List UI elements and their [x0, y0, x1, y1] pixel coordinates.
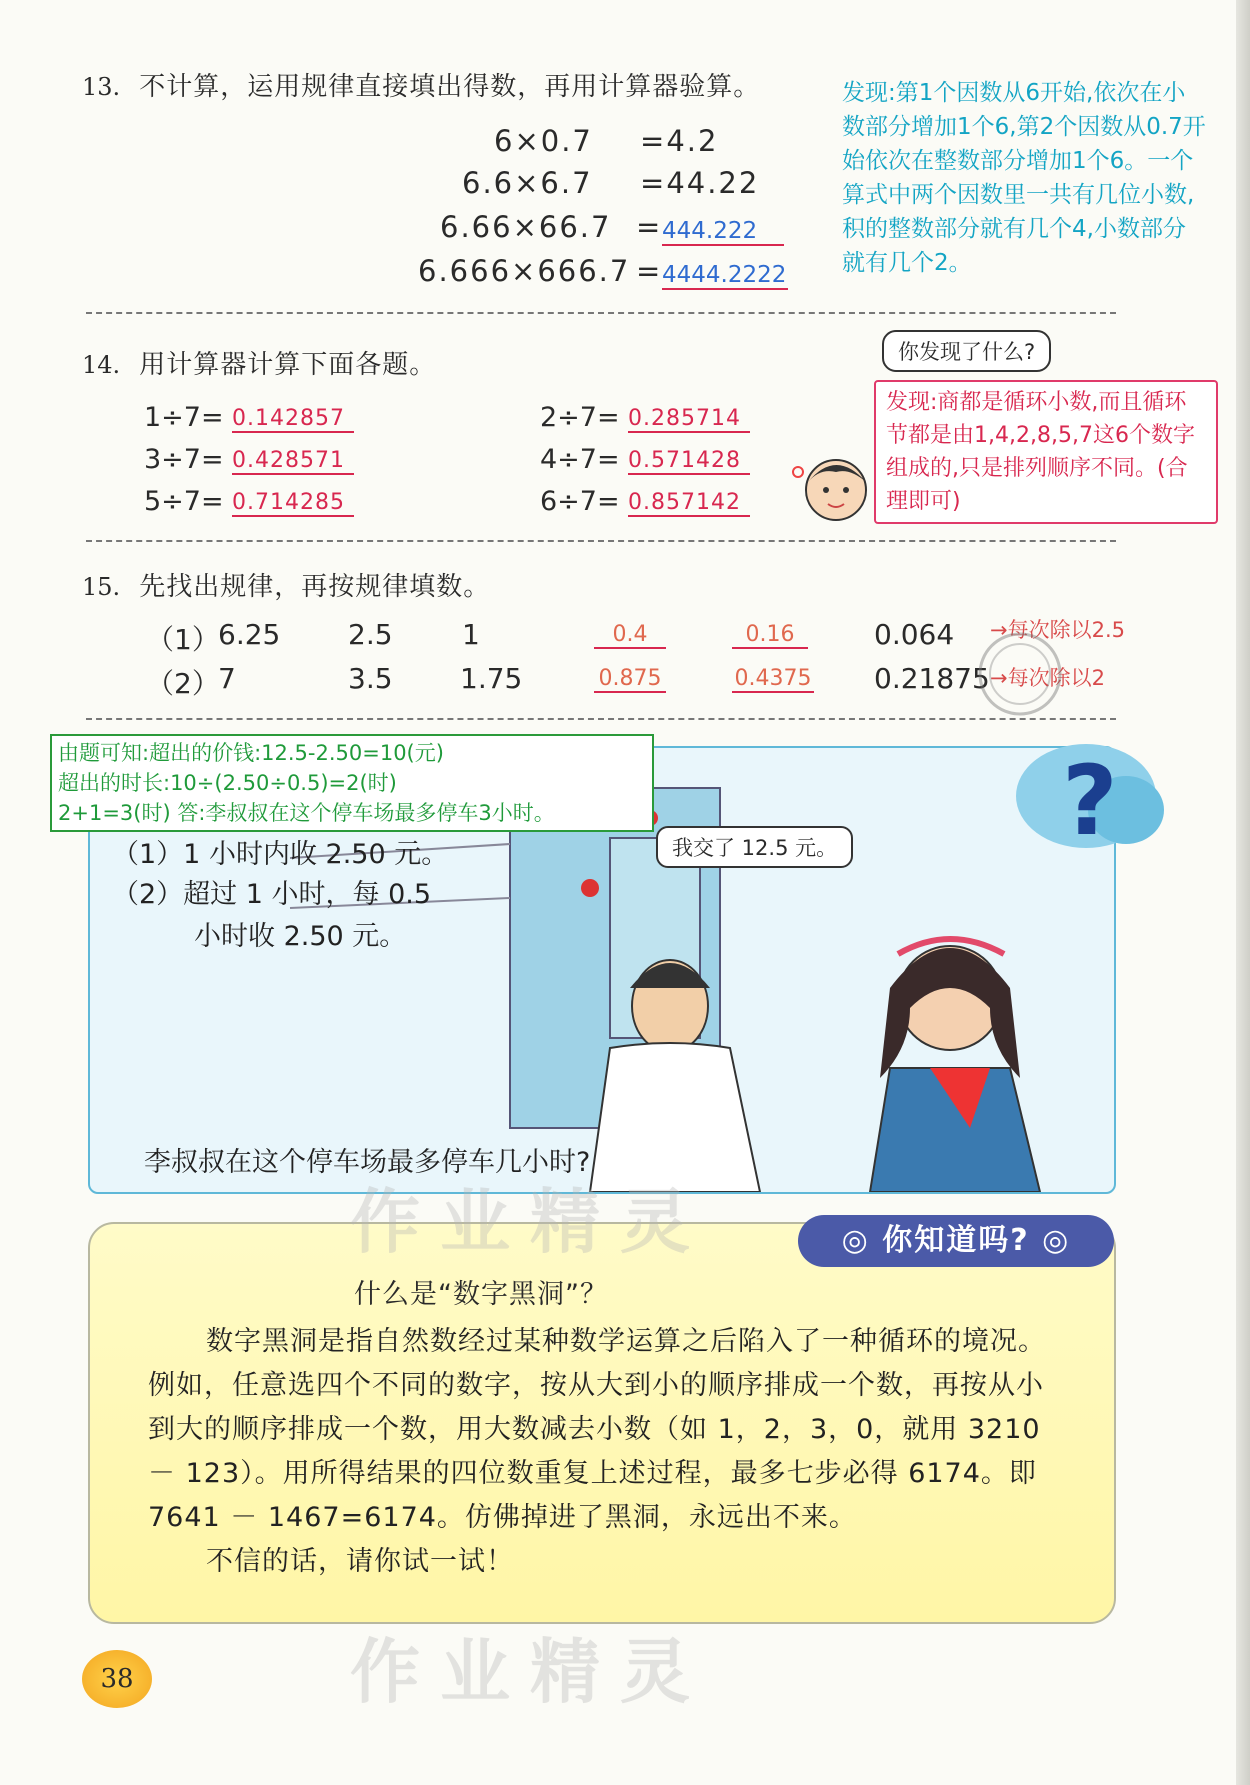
q15-row-1-rule: →每次除以2.5 [990, 618, 1125, 642]
q14-item-6-answer: 0.857142 [628, 490, 750, 517]
q13-row-4-expr: 6.666×666.7 [418, 254, 631, 288]
q14-item-3-answer: 0.428571 [232, 448, 354, 475]
q14-item-2-answer: 0.285714 [628, 406, 750, 433]
q15-row-2-given-2: 3.5 [348, 662, 393, 695]
q13-row-2-value: 44.22 [666, 166, 760, 200]
q15-row-1-given-3: 1 [462, 618, 480, 651]
q15-number: 15. [82, 573, 121, 601]
q13-row-1-value: 4.2 [666, 124, 719, 158]
watermark: 作业精灵 [350, 1181, 710, 1263]
q13-row-1 [494, 124, 593, 158]
rule-2: （2）超过 1 小时，每 0.5 [112, 879, 432, 910]
q16-solution-line-3: 2+1=3(时) 答:李叔叔在这个停车场最多停车3小时。 [58, 801, 555, 825]
q14-item-1-expr: 1÷7= [144, 402, 224, 433]
rule-3: 小时收 2.50 元。 [194, 921, 407, 952]
q16-question: 李叔叔在这个停车场最多停车几小时? [144, 1147, 591, 1178]
black-hole-heading: 什么是“数字黑洞”？ [354, 1279, 608, 1310]
q13-row-1-expr: 6×0.7 [494, 124, 593, 158]
q15-prompt: 先找出规律，再按规律填数。 [139, 572, 491, 602]
q13-row-3-answer: 444.222 [662, 218, 784, 246]
watermark: 作业精灵 [350, 1631, 710, 1713]
page-number: 38 [82, 1650, 152, 1708]
q13-note: 发现:第1个因数从6开始,依次在小数部分增加1个6,第2个因数从0.7开始依次在整数部分增加1个6。一个算式中两个因数里一共有几位小数,积的整数部分就有几个4,小数部分就有几个2。 [842, 80, 1206, 276]
divider [86, 312, 1116, 314]
q15-row-2-answer-2: 0.4375 [732, 666, 814, 693]
q16-solution-line-1: 由题可知:超出的价钱:12.5-2.50=10(元) [58, 741, 444, 765]
q15-row-2-answer-1: 0.875 [594, 666, 666, 693]
q14-item-1-answer: 0.142857 [232, 406, 354, 433]
rule-1: （1）1 小时内收 2.50 元。 [112, 839, 449, 870]
q14-item-4-answer: 0.571428 [628, 448, 750, 475]
black-hole-paragraph: 数字黑洞是指自然数经过某种数学运算之后陷入了一种循环的境况。例如，任意选四个不同的数字，按从大到小的顺序排成一个数，再按从小到大的顺序排成一个数，用大数减去小数（如 1，2，3，0，就用 3210 － 123）。用所得结果的四位数重复上述过程，最多七步必得 6174。即 7641 － 1467=6174。仿佛掉进了黑洞，永远出不来。 [148, 1326, 1046, 1533]
equals-sign: = [640, 166, 667, 200]
stamp-icon [974, 628, 1066, 720]
divider [86, 718, 1116, 720]
q14-number: 14. [82, 351, 121, 379]
q15-row-1-answer-1: 0.4 [594, 622, 666, 649]
question-mark-icon [1006, 730, 1166, 860]
q13-row-1-result [640, 124, 718, 158]
q13-row-4-eq: = [636, 254, 663, 288]
q13-prompt: 不计算，运用规律直接填出得数，再用计算器验算。 [139, 72, 761, 102]
q14-item-5-answer: 0.714285 [232, 490, 354, 517]
q15-row-1-last: 0.064 [874, 618, 955, 651]
q15-row-2-label: （2） [146, 667, 220, 700]
q15-row-2-rule: →每次除以2 [990, 666, 1105, 690]
q14-item-3-expr: 3÷7= [144, 444, 224, 475]
q14-item-2-expr: 2÷7= [540, 402, 620, 433]
q15-row-2-given-1: 7 [218, 662, 236, 695]
q15-row-1-given-1: 6.25 [218, 618, 281, 651]
divider [86, 540, 1116, 542]
try-it-text: 不信的话，请你试一试！ [206, 1546, 514, 1577]
q16-solution [50, 734, 654, 832]
q13-row-2 [462, 166, 593, 200]
q14-header [82, 344, 436, 381]
q13-row-3 [440, 210, 611, 244]
q15-row-1-label: （1） [146, 623, 220, 656]
q15-row-2-given-3: 1.75 [460, 662, 523, 695]
q13-row-2-result [640, 166, 759, 200]
q14-item-6-expr: 6÷7= [540, 486, 620, 517]
q14-item-4-expr: 4÷7= [540, 444, 620, 475]
q13-number: 13. [82, 73, 121, 101]
svg-text:?: ? [1062, 745, 1118, 857]
q13-row-3-expr: 6.66×66.7 [440, 210, 612, 244]
man-speech-bubble: 我交了 12.5 元。 [656, 826, 853, 868]
page-edge [1236, 0, 1250, 1785]
q16-solution-line-2: 超出的时长:10÷(2.50÷0.5)=2(时) [58, 771, 397, 795]
q14-item-5-expr: 5÷7= [144, 486, 224, 517]
q13-header [82, 66, 760, 103]
q13-row-4 [418, 254, 630, 288]
q15-row-1-given-2: 2.5 [348, 618, 393, 651]
q15-header [82, 566, 490, 603]
q13-row-2-expr: 6.6×6.7 [462, 166, 593, 200]
did-you-know-title: ◎ 你知道吗? ◎ [798, 1215, 1114, 1267]
equals-sign: = [640, 124, 667, 158]
girl-thinking-icon [790, 442, 880, 532]
q14-speech-bubble: 你发现了什么? [882, 330, 1051, 372]
q13-row-3-eq: = [636, 210, 663, 244]
q15-row-1-answer-2: 0.16 [732, 622, 808, 649]
q14-prompt: 用计算器计算下面各题。 [139, 350, 437, 380]
q14-note: 发现:商都是循环小数,而且循环节都是由1,4,2,8,5,7这6个数字组成的,只是排列顺序不同。(合理即可) [874, 380, 1218, 524]
q15-row-2-last: 0.21875 [874, 662, 990, 695]
q13-row-4-answer: 4444.2222 [662, 262, 787, 288]
